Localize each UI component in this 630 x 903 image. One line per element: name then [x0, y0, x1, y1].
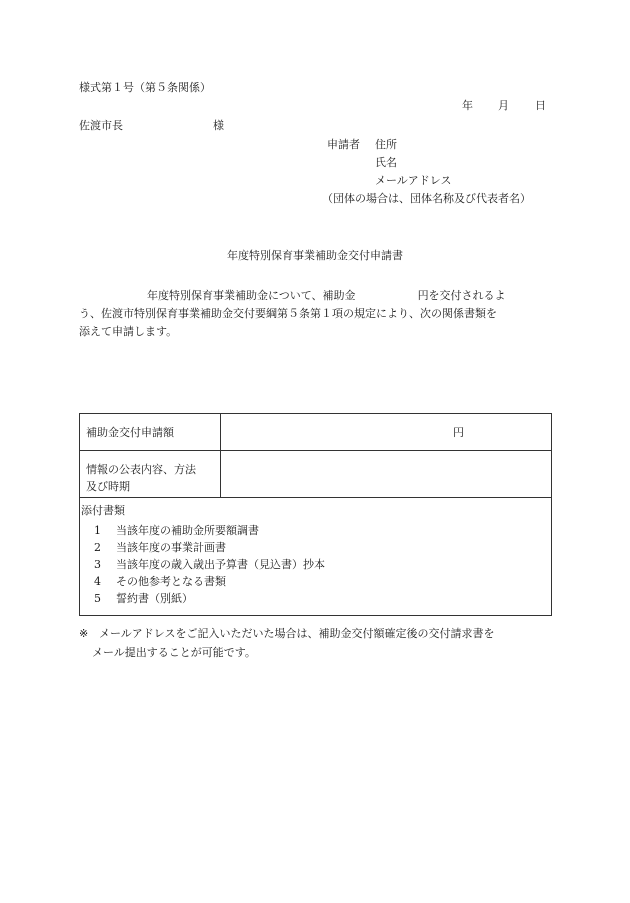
list-item-number: 2 [94, 541, 101, 554]
group-note: （団体の場合は、団体名称及び代表者名） [322, 192, 531, 205]
disclosure-label-line-1: 情報の公表内容、方法 [86, 463, 196, 476]
footnote [79, 624, 559, 662]
column-divider [220, 451, 221, 497]
date-month-label: 月 [498, 99, 509, 112]
note-mark: ※ [79, 627, 89, 640]
address-label: 住所 [375, 138, 397, 151]
footnote-text-1: メールアドレスをご記入いただいた場合は、補助金交付額確定後の交付請求書を [99, 627, 495, 640]
footnote-text-2: メール提出することが可能です。 [92, 646, 256, 659]
list-item-text: 誓約書（別紙） [116, 592, 193, 605]
disclosure-label-line-2: 及び時期 [86, 480, 130, 493]
application-table [79, 413, 552, 616]
body-line-3: 添えて申請します。 [79, 325, 178, 338]
attachments-heading: 添付書類 [81, 504, 125, 517]
list-item [94, 522, 325, 539]
date-year-label: 年 [462, 99, 473, 112]
applicant-label: 申請者 [327, 138, 360, 151]
amount-unit: 円 [453, 426, 464, 439]
list-item-text: その他参考となる書類 [116, 575, 226, 588]
addressee-honorific: 様 [213, 119, 224, 132]
list-item [94, 556, 325, 573]
list-item-text: 当該年度の事業計画書 [116, 541, 226, 554]
list-item-number: 1 [94, 524, 101, 537]
list-item-number: 5 [94, 592, 101, 605]
body-line-1-start: 年度特別保育事業補助金について、補助金 [147, 289, 356, 302]
form-number: 様式第１号（第５条関係） [79, 81, 211, 94]
column-divider [220, 414, 221, 450]
list-item-number: 4 [94, 575, 101, 588]
body-line-2: う、佐渡市特別保育事業補助金交付要綱第５条第１項の規定により、次の関係書類を [79, 307, 497, 320]
footnote-line-2 [79, 643, 559, 662]
list-item-text: 当該年度の歳入歳出予算書（見込書）抄本 [116, 558, 325, 571]
email-label: メールアドレス [375, 174, 452, 187]
body-paragraph [79, 287, 549, 341]
name-label: 氏名 [375, 156, 397, 169]
footnote-line-1 [79, 624, 559, 643]
addressee-name: 佐渡市長 [79, 119, 123, 132]
list-item [94, 573, 325, 590]
attachments-list [94, 522, 325, 607]
body-line-1-end: 円を交付されるよ [417, 289, 506, 302]
date-day-label: 日 [535, 99, 546, 112]
table-row-disclosure [80, 451, 551, 498]
amount-label: 補助金交付申請額 [86, 426, 174, 439]
table-row-amount [80, 414, 551, 451]
list-item-number: 3 [94, 558, 101, 571]
list-item [94, 539, 325, 556]
list-item [94, 590, 325, 607]
list-item-text: 当該年度の補助金所要額調書 [116, 524, 259, 537]
table-row-attachments [80, 498, 551, 615]
document-title: 年度特別保育事業補助金交付申請書 [227, 249, 403, 262]
disclosure-label [86, 461, 196, 495]
body-line-1 [79, 287, 549, 305]
